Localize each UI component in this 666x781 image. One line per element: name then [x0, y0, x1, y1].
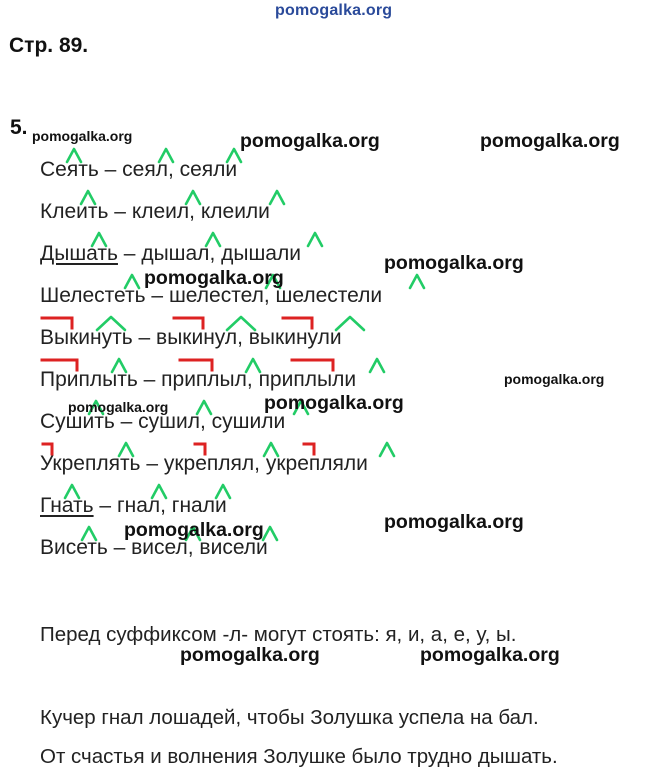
suffix-mark	[112, 359, 126, 372]
suffix-mark	[264, 443, 278, 456]
watermark: pomogalka.org	[384, 511, 524, 533]
watermark: pomogalka.org	[180, 644, 320, 666]
watermark: pomogalka.org	[32, 128, 133, 144]
suffix-mark	[92, 233, 106, 246]
suffix-mark	[125, 275, 139, 288]
watermark: pomogalka.org	[144, 267, 284, 289]
watermark: pomogalka.org	[480, 130, 620, 152]
past-forms: приплыл, приплыли	[161, 368, 357, 391]
dash: –	[145, 284, 169, 307]
infinitive: Клеить	[40, 200, 109, 223]
infinitive: Висеть	[40, 536, 108, 559]
suffix-mark	[227, 149, 241, 162]
dash: –	[107, 536, 132, 559]
suffix-mark	[246, 359, 260, 372]
infinitive: Укреплять	[40, 452, 141, 475]
dash: –	[117, 242, 142, 265]
past-forms: укреплял, укрепляли	[163, 452, 368, 475]
past-forms: выкинул, выкинули	[156, 326, 342, 349]
suffix-mark	[380, 443, 394, 456]
infinitive: Шелестеть	[40, 284, 146, 307]
past-forms: висел, висели	[131, 536, 268, 559]
suffix-mark	[270, 191, 284, 204]
watermark: pomogalka.org	[240, 130, 380, 152]
past-forms: сеял, сеяли	[122, 158, 238, 181]
suffix-mark	[81, 191, 95, 204]
watermark: pomogalka.org	[124, 519, 264, 541]
header-watermark: pomogalka.org	[275, 2, 393, 19]
past-forms: дышал, дышали	[141, 242, 301, 265]
infinitive: Приплыть	[40, 368, 138, 391]
root-mark	[283, 318, 312, 328]
root-mark	[292, 360, 333, 370]
dash: –	[93, 494, 117, 517]
example-sentence-2: От счастья и волнения Золушке было трудно дышать.	[40, 745, 558, 768]
root-mark	[304, 444, 314, 454]
suffix-mark	[67, 149, 81, 162]
dash: –	[140, 452, 164, 475]
suffix-mark	[82, 527, 96, 540]
dash: –	[114, 410, 139, 433]
suffix-mark	[119, 443, 133, 456]
rule-sentence: Перед суффиксом -л- могут стоять: я, и, а, е, у, ы.	[40, 623, 517, 646]
root-mark	[174, 318, 203, 328]
suffix-mark	[410, 275, 424, 288]
dash: –	[132, 326, 157, 349]
dash: –	[98, 158, 123, 181]
past-forms: сушил, сушили	[138, 410, 286, 433]
suffix-mark	[152, 485, 166, 498]
infinitive: Выкинуть	[40, 326, 133, 349]
suffix-mark	[227, 317, 255, 330]
watermark: pomogalka.org	[68, 399, 169, 415]
past-forms: клеил, клеили	[131, 200, 270, 223]
suffix-mark	[370, 359, 384, 372]
past-forms: гнал, гнали	[116, 494, 227, 517]
past-forms: шелестел, шелестели	[168, 284, 383, 307]
page-title: Стр. 89.	[9, 34, 89, 57]
watermark: pomogalka.org	[504, 371, 605, 387]
dash: –	[108, 200, 132, 223]
example-sentence-1: Кучер гнал лошадей, чтобы Золушка успела на бал.	[40, 706, 539, 729]
suffix-mark	[216, 485, 230, 498]
suffix-mark	[65, 485, 79, 498]
root-mark	[180, 360, 212, 370]
infinitive: Гнать	[40, 494, 94, 517]
suffix-mark	[308, 233, 322, 246]
infinitive: Сеять	[40, 158, 99, 181]
suffix-marks	[65, 149, 424, 540]
root-marks	[42, 318, 333, 454]
root-mark	[42, 360, 77, 370]
root-mark	[42, 318, 72, 328]
infinitive: Сушить	[40, 410, 115, 433]
task-number: 5.	[10, 116, 28, 139]
suffix-mark	[263, 527, 277, 540]
suffix-mark	[97, 317, 125, 330]
suffix-mark	[197, 401, 211, 414]
root-mark	[43, 444, 52, 454]
suffix-mark	[336, 317, 364, 330]
suffix-mark	[159, 149, 173, 162]
dash: –	[137, 368, 162, 391]
suffix-mark	[206, 233, 220, 246]
watermark: pomogalka.org	[264, 392, 404, 414]
watermark: pomogalka.org	[384, 252, 524, 274]
watermark: pomogalka.org	[420, 644, 560, 666]
suffix-mark	[186, 191, 200, 204]
root-mark	[195, 444, 205, 454]
infinitive: Дышать	[40, 242, 118, 265]
